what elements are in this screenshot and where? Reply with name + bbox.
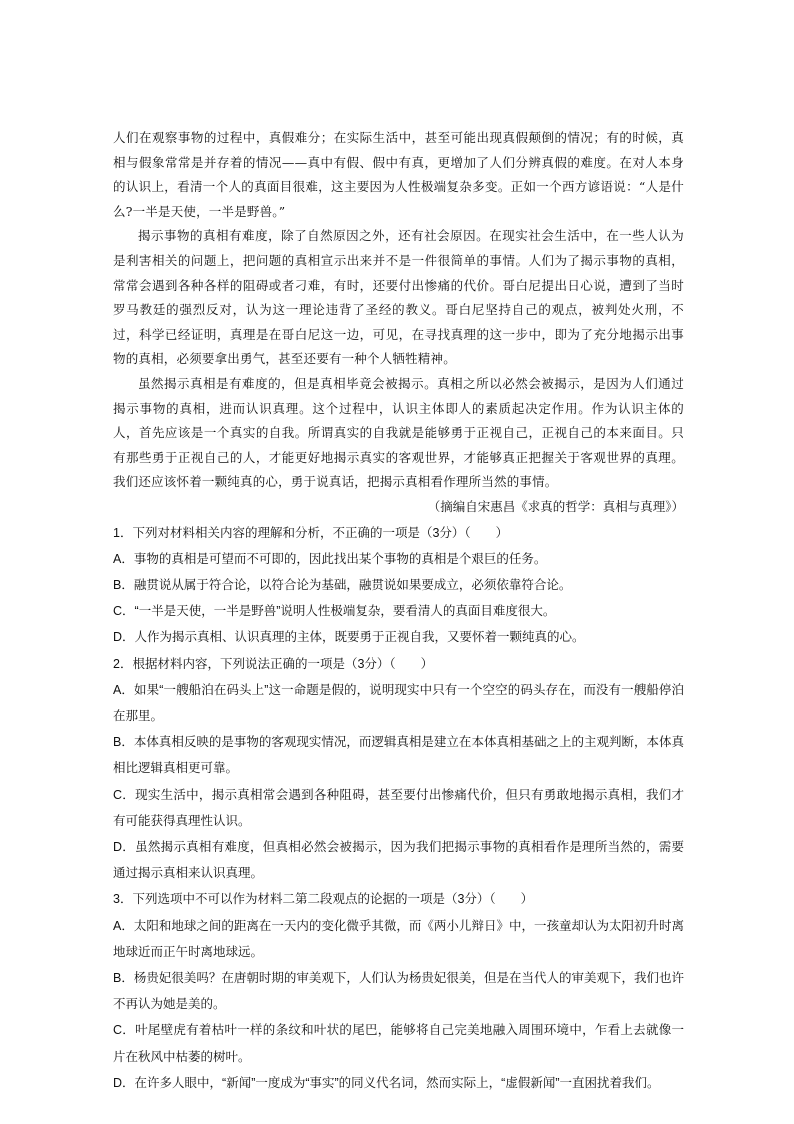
- question-2-stem: 2．根据材料内容，下列说法正确的一项是（3分）（ ）: [113, 656, 434, 671]
- passage-paragraph-3: 虽然揭示真相是有难度的，但是真相毕竟会被揭示。真相之所以必然会被揭示，是因为人们通过揭示事物的真相，进而认识真理。这个过程中，认识主体即人的素质起决定作用。作为认识主体的人，首先应该是一个真实的自我。所谓真实的自我就是能够勇于正视自己，正视自己的本来面目。只有那些勇于正视自己的人，才能更好地揭示真实的客观世界，才能够真正把握关于客观世界的真理。我们还应该怀着一颗纯真的心，勇于说真话，把揭示真相看作理所当然的事情。: [113, 375, 684, 490]
- passage-source: （摘编自宋惠昌《求真的哲学：真相与真理》）: [427, 498, 684, 514]
- question-1: [113, 520, 684, 651]
- question-1-option-b: B．融贯说从属于符合论，以符合论为基础，融贯说如果要成立，必须依靠符合论。: [113, 577, 572, 592]
- question-3-option-a: A．太阳和地球之间的距离在一天内的变化微乎其微，而《两小儿辩日》中，一孩童却认为太阳初升时离地球近而正午时离地球远。: [113, 918, 684, 959]
- passage-paragraph-2: 揭示事物的真相有难度，除了自然原因之外，还有社会原因。在现实社会生活中，在一些人认为是利害相关的问题上，把问题的真相宣示出来并不是一件很简单的事情。人们为了揭示事物的真相，常常会遇到各种各样的阻碍或者刁难，有时，还要付出惨痛的代价。哥白尼提出日心说，遭到了当时罗马教廷的强烈反对，认为这一理论违背了圣经的教义。哥白尼坚持自己的观点，被判处火刑，不过，科学已经证明，真理是在哥白尼这一边，可见，在寻找真理的这一步中，即为了充分地揭示出事物的真相，必须要拿出勇气，甚至还要有一种个人牺牲精神。: [113, 228, 684, 367]
- question-2-option-b: B．本体真相反映的是事物的客观现实情况，而逻辑真相是建立在本体真相基础之上的主观判断，本体真相比逻辑真相更可靠。: [113, 735, 684, 776]
- question-3-option-c: C．叶尾壁虎有着枯叶一样的条纹和叶状的尾巴，能够将自己完美地融入周围环境中，乍看上去就像一片在秋风中枯萎的树叶。: [113, 1023, 684, 1064]
- question-1-option-a: A．事物的真相是可望而不可即的，因此找出某个事物的真相是个艰巨的任务。: [113, 551, 547, 566]
- question-1-option-c: C．“一半是天使，一半是野兽”说明人性极端复杂，要看清人的真面目难度很大。: [113, 604, 556, 619]
- question-3-option-d: D．在许多人眼中，“新闻”一度成为“事实”的同义代名词，然而实际上，“虚假新闻”一直困扰着我们。: [113, 1075, 660, 1090]
- passage-paragraph-1: 人们在观察事物的过程中，真假难分；在实际生活中，甚至可能出现真假颠倒的情况；有的时候，真相与假象常常是并存着的情况——真中有假、假中有真，更增加了人们分辨真假的难度。在对人本身的认识上，看清一个人的真面目很难，这主要因为人性极端复杂多变。正如一个西方谚语说：“人是什么?一半是天使，一半是野兽。”: [113, 130, 684, 219]
- question-2-option-d: D．虽然揭示真相有难度，但真相必然会被揭示，因为我们把揭示事物的真相看作是理所当然的，需要通过揭示真相来认识真理。: [113, 839, 684, 881]
- question-2-option-c: C．现实生活中，揭示真相常会遇到各种阻碍，甚至要付出惨痛代价，但只有勇敢地揭示真相，我们才有可能获得真理性认识。: [113, 787, 684, 828]
- question-3: [113, 886, 684, 1096]
- question-2: [113, 651, 684, 887]
- question-1-option-d: D．人作为揭示真相、认识真理的主体，既要勇于正视自我，又要怀着一颗纯真的心。: [113, 630, 585, 645]
- question-1-stem: 1．下列对材料相关内容的理解和分析，不正确的一项是（3分）（ ）: [113, 525, 509, 540]
- question-3-option-b: B．杨贵妃很美吗？在唐朝时期的审美观下，人们认为杨贵妃很美，但是在当代人的审美观下，我们也许不再认为她是美的。: [113, 970, 684, 1012]
- question-3-stem: 3．下列选项中不可以作为材料二第二段观点的论据的一项是（3分）（ ）: [113, 892, 534, 907]
- question-2-option-a: A．如果“一艘船泊在码头上”这一命题是假的，说明现实中只有一个空空的码头存在，而没有一艘船停泊在那里。: [113, 682, 684, 723]
- page-content: [113, 126, 684, 1096]
